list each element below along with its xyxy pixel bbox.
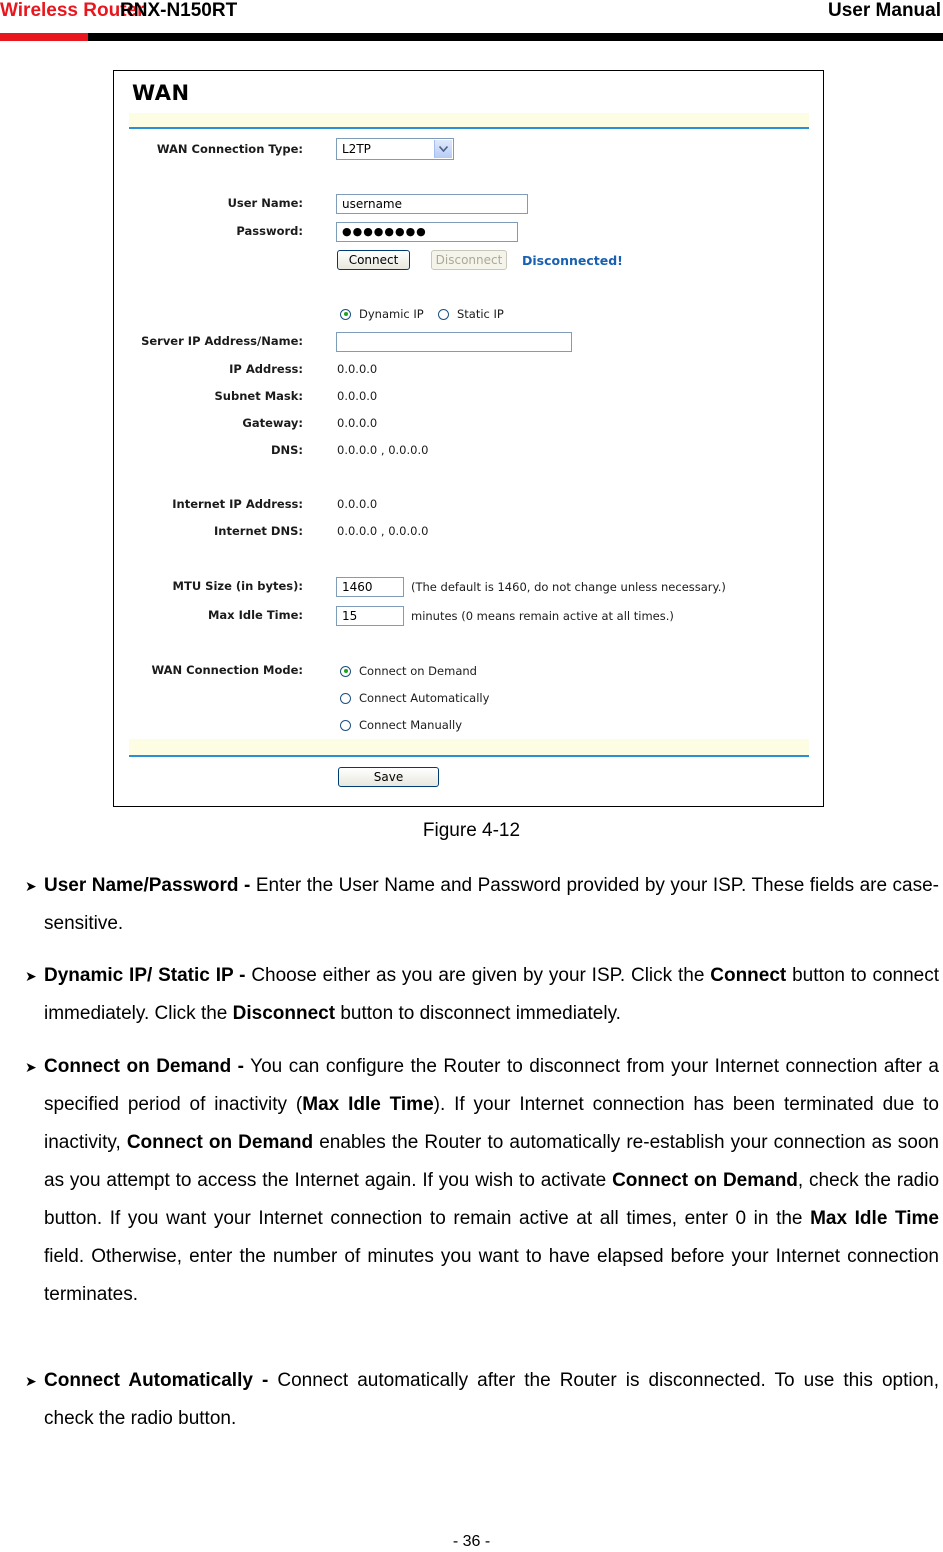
radio-dot xyxy=(340,666,351,677)
header-brand: Wireless Router xyxy=(0,0,145,21)
internet-ip-label: Internet IP Address: xyxy=(172,497,303,511)
connection-status: Disconnected! xyxy=(522,253,623,268)
connect-automatically-label: Connect Automatically xyxy=(359,691,490,705)
term: Connect on Demand - xyxy=(44,1056,244,1077)
desc: button to connect immediately. Click the xyxy=(44,965,939,1024)
max-idle-hint: minutes (0 means remain active at all times.) xyxy=(411,609,674,623)
emphasis: Connect on Demand xyxy=(612,1170,798,1191)
internet-dns-value: 0.0.0.0 , 0.0.0.0 xyxy=(337,524,429,538)
server-input[interactable] xyxy=(336,332,572,352)
item-dynamic-static-ip xyxy=(44,957,939,1033)
subnet-mask-value: 0.0.0.0 xyxy=(337,389,378,403)
wan-settings-figure xyxy=(113,70,824,807)
server-label: Server IP Address/Name: xyxy=(141,334,303,348)
radio-dot xyxy=(340,720,351,731)
subnet-mask-label: Subnet Mask: xyxy=(214,389,303,403)
bullet-arrow-icon: ➤ xyxy=(25,1373,37,1389)
figure-caption: Figure 4-12 xyxy=(422,820,521,841)
desc: ). If your Internet connection has been terminated due to inactivity, xyxy=(44,1094,939,1153)
header-rule-black xyxy=(88,33,943,41)
page-number: - 36 - xyxy=(452,1533,491,1550)
connection-mode-label: WAN Connection Mode: xyxy=(151,663,303,677)
emphasis: Disconnect xyxy=(232,1003,336,1024)
emphasis: Max Idle Time xyxy=(810,1208,939,1229)
connection-type-label: WAN Connection Type: xyxy=(156,142,303,156)
connect-button[interactable]: Connect xyxy=(337,250,410,270)
dns-value: 0.0.0.0 , 0.0.0.0 xyxy=(337,443,429,457)
disconnect-button[interactable]: Disconnect xyxy=(431,250,507,270)
mtu-hint: (The default is 1460, do not change unless necessary.) xyxy=(411,580,726,594)
mtu-input[interactable]: 1460 xyxy=(336,577,404,597)
connection-type-select[interactable] xyxy=(336,138,454,160)
desc: You can configure the Router to disconnect from your Internet connection after a specified period of inactivity ( xyxy=(44,1056,939,1115)
gateway-value: 0.0.0.0 xyxy=(337,416,378,430)
connect-on-demand-radio[interactable] xyxy=(340,664,477,678)
footer-bar xyxy=(129,739,809,757)
dns-label: DNS: xyxy=(270,443,303,457)
gateway-label: Gateway: xyxy=(242,416,303,430)
desc: , check the radio button. If you want your Internet connection to remain active at all times, enter 0 in the xyxy=(44,1170,940,1229)
mtu-label: MTU Size (in bytes): xyxy=(172,579,303,593)
dynamic-ip-radio[interactable] xyxy=(340,307,424,321)
desc: enables the Router to automatically re-establish your connection as soon as you attempt to access the Internet again. If you wish to activate xyxy=(44,1132,940,1191)
term: User Name/Password - xyxy=(44,875,251,896)
connect-manually-radio[interactable] xyxy=(340,718,462,732)
ip-address-label: IP Address: xyxy=(229,362,303,376)
desc: field. Otherwise, enter the number of minutes you want to have elapsed before your Internet connection terminates. xyxy=(44,1246,939,1305)
emphasis: Connect on Demand xyxy=(126,1132,314,1153)
internet-dns-label: Internet DNS: xyxy=(214,524,303,538)
header-model: RNX-N150RT xyxy=(120,0,238,21)
desc: button to disconnect immediately. xyxy=(335,1003,621,1024)
password-input[interactable]: ●●●●●●●● xyxy=(336,222,518,242)
item-user-password xyxy=(44,867,939,943)
wan-title: WAN xyxy=(132,81,190,105)
desc: Choose either as you are given by your ISP. Click the xyxy=(245,965,711,986)
radio-dot xyxy=(438,309,449,320)
radio-dot xyxy=(340,693,351,704)
term: Connect Automatically - xyxy=(44,1370,269,1391)
username-input[interactable]: username xyxy=(336,194,528,214)
max-idle-input[interactable]: 15 xyxy=(336,606,404,626)
connect-manually-label: Connect Manually xyxy=(359,718,462,732)
desc: Connect automatically after the Router is disconnected. To use this option, check the radio button. xyxy=(44,1370,939,1429)
term: Dynamic IP/ Static IP - xyxy=(44,965,246,986)
item-connect-automatically xyxy=(44,1362,939,1438)
item-connect-on-demand xyxy=(44,1048,939,1314)
dynamic-ip-label: Dynamic IP xyxy=(359,307,424,321)
header-rule-red xyxy=(0,33,88,41)
password-label: Password: xyxy=(236,224,303,238)
page-header xyxy=(0,0,943,24)
emphasis: Connect xyxy=(710,965,787,986)
bullet-arrow-icon: ➤ xyxy=(25,968,37,984)
max-idle-label: Max Idle Time: xyxy=(207,608,303,622)
chevron-down-icon[interactable] xyxy=(434,140,452,158)
emphasis: Max Idle Time xyxy=(302,1094,434,1115)
radio-dot xyxy=(340,309,351,320)
header-manual-title: User Manual xyxy=(828,0,941,21)
save-button[interactable]: Save xyxy=(338,767,439,787)
username-label: User Name: xyxy=(227,196,303,210)
bullet-arrow-icon: ➤ xyxy=(25,878,37,894)
desc: Enter the User Name and Password provided by your ISP. These fields are case-sensitive. xyxy=(44,875,939,934)
connect-automatically-radio[interactable] xyxy=(340,691,489,705)
ip-address-value: 0.0.0.0 xyxy=(337,362,378,376)
static-ip-label: Static IP xyxy=(457,307,504,321)
connect-on-demand-label: Connect on Demand xyxy=(359,664,477,678)
bullet-arrow-icon: ➤ xyxy=(25,1059,37,1075)
static-ip-radio[interactable] xyxy=(438,307,504,321)
title-bar xyxy=(129,113,809,129)
internet-ip-value: 0.0.0.0 xyxy=(337,497,378,511)
connection-type-value: L2TP xyxy=(342,142,371,156)
